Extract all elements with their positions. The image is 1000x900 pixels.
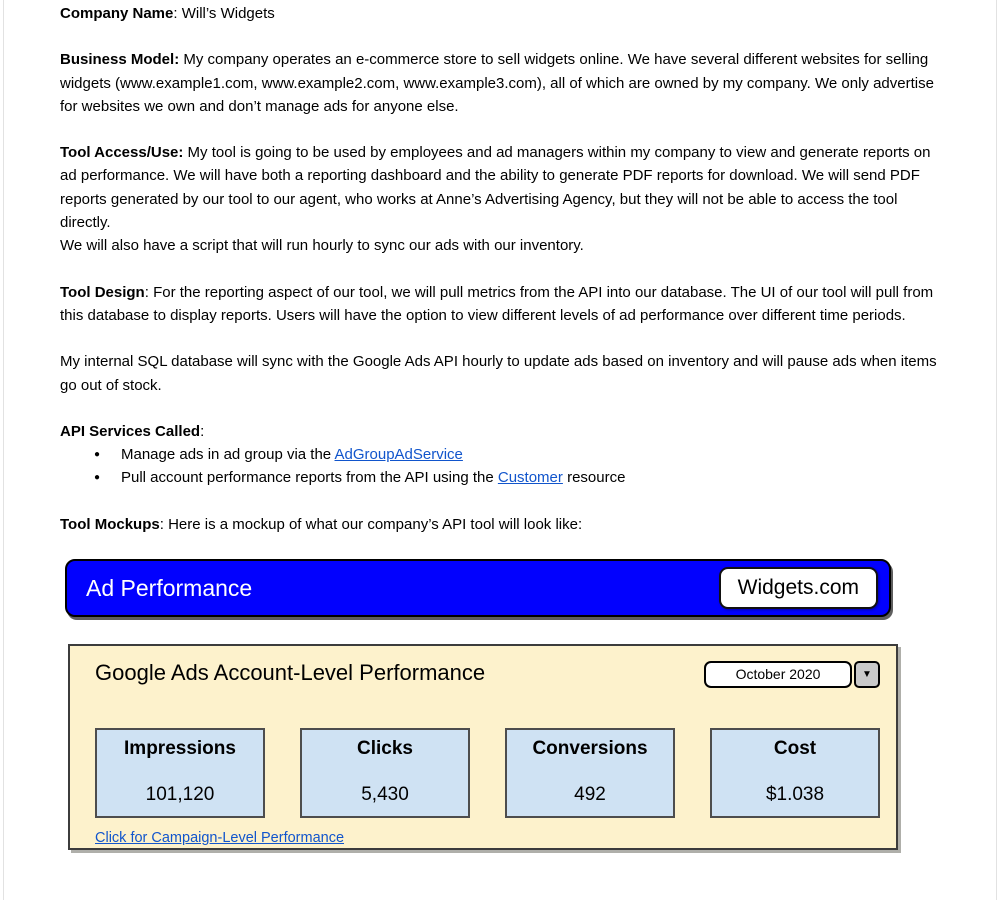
text-link[interactable]: Customer — [497, 469, 563, 487]
metric-card — [505, 728, 675, 818]
panel-top-row — [95, 660, 880, 688]
paragraph — [60, 513, 940, 536]
text-run: We will also have a script that will run hourly to sync our ads with our inventory. — [60, 237, 584, 255]
text-run: : Will’s Widgets — [173, 5, 275, 22]
bold-label: Tool Mockups — [60, 515, 160, 533]
paragraph — [60, 2, 940, 25]
paragraph — [60, 420, 940, 443]
metric-value: 492 — [574, 784, 606, 806]
metric-value: 5,430 — [361, 784, 409, 806]
period-select[interactable]: October 2020 — [704, 661, 852, 688]
text-run: : — [200, 422, 205, 440]
bold-label: Company Name — [60, 5, 174, 22]
site-button[interactable]: Widgets.com — [719, 567, 878, 609]
text-run: : For the reporting aspect of our tool, we will pull metrics from the API into our database. The UI of our tool will pull from this database to display reports. Users will have the option to view different levels of ad performance over different time periods. — [60, 283, 934, 324]
document-body — [60, 2, 940, 536]
period-selector — [704, 661, 880, 688]
bold-label: API Services Called — [60, 422, 201, 440]
metric-card — [95, 728, 265, 818]
metric-label: Conversions — [532, 738, 648, 760]
text-run: My internal SQL database will sync with the Google Ads API hourly to update ads based on inventory and will pause ads when items go out of stock. — [60, 353, 937, 394]
campaign-level-link[interactable]: Click for Campaign-Level Performance — [95, 830, 345, 847]
bold-label: Tool Design — [60, 283, 145, 301]
text-run: My tool is going to be used by employees and ad managers within my company to view and generate reports on ad performance. We will have both a reporting dashboard and the ability to generate PDF reports for download. We will send PDF reports generated by our tool to our agent, who works at Anne’s Advertising Agency, but they will not be able to access the tool directly. — [60, 144, 931, 232]
text-run: Manage ads in ad group via the — [121, 446, 335, 464]
metric-value: 101,120 — [145, 784, 215, 806]
metric-label: Impressions — [124, 738, 236, 760]
bullet-list — [60, 443, 940, 490]
metric-label: Clicks — [357, 738, 413, 760]
text-run: resource — [562, 469, 626, 487]
panel-link-row — [95, 830, 880, 846]
metric-card — [710, 728, 880, 818]
panel-title: Google Ads Account-Level Performance — [95, 660, 486, 686]
text-link[interactable]: AdGroupAdService — [334, 446, 463, 464]
text-run: Pull account performance reports from the API using the — [121, 469, 498, 487]
paragraph — [60, 141, 940, 257]
performance-panel — [68, 644, 898, 850]
metric-label: Cost — [773, 738, 817, 760]
text-run: My company operates an e-commerce store to sell widgets online. We have several different websites for selling widgets (www.example1.com, www.example2.com, www.example3.com), all of which are owned by my company. We only advertise for websites we own and don’t manage ads for anyone else. — [60, 51, 934, 115]
chevron-down-icon[interactable]: ▼ — [854, 661, 880, 688]
paragraph — [60, 48, 940, 118]
metric-card — [300, 728, 470, 818]
bold-label: Tool Access/Use: — [60, 144, 184, 162]
bold-label: Business Model: — [60, 51, 180, 69]
metric-value: $1.038 — [765, 784, 825, 806]
list-item — [93, 466, 940, 489]
paragraph — [60, 281, 940, 328]
mock-header-title: Ad Performance — [86, 574, 253, 601]
text-run: : Here is a mockup of what our company’s API tool will look like: — [159, 515, 583, 533]
list-item — [93, 443, 940, 466]
mock-header-bar — [65, 559, 891, 617]
document-page — [3, 0, 997, 900]
paragraph — [60, 350, 940, 397]
metric-cards-row — [95, 728, 880, 818]
